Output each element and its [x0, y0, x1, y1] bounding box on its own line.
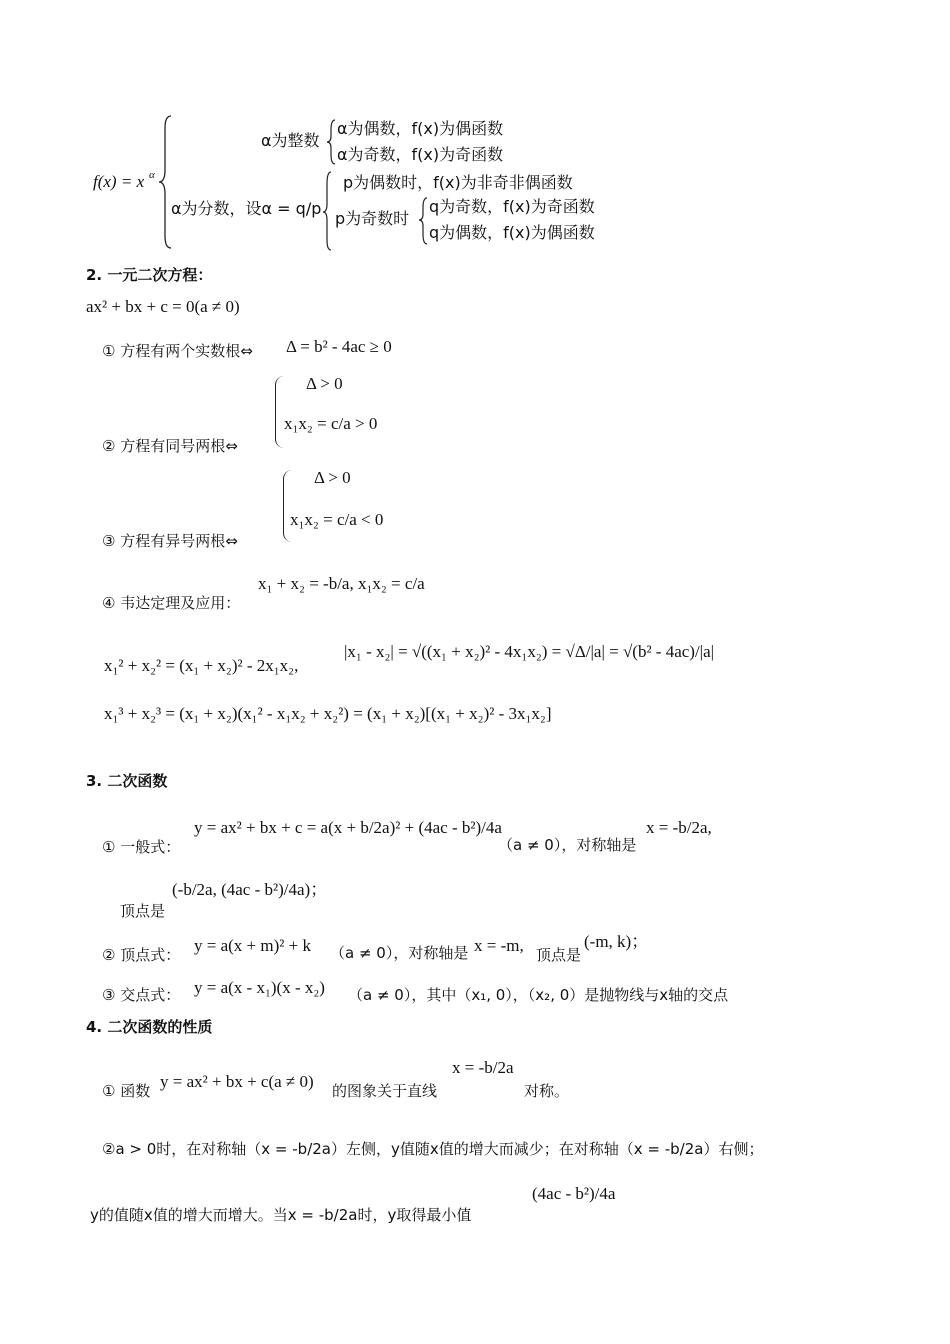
pf-p-odd-brace	[419, 198, 427, 244]
pf-p-odd: p为奇数时	[335, 209, 410, 228]
general-form-label: ① 一般式：	[102, 838, 181, 856]
symmetry-prefix: ① 函数	[102, 1082, 151, 1100]
vertex-label: 顶点是	[120, 902, 166, 920]
vertex-form-vertex-label: 顶点是	[536, 946, 582, 964]
same-sign-brace	[275, 376, 284, 448]
intercept-form-condition: （a ≠ 0），其中（x₁, 0），（x₂, 0）是抛物线与x轴的交点	[348, 986, 729, 1004]
minimum-value: (4ac - b²)/4a	[532, 1184, 616, 1203]
vertex-form-expression: y = a(x + m)² + k	[194, 936, 311, 955]
same-sign-delta: Δ > 0	[306, 374, 343, 393]
section-2-heading: 2. 一元二次方程：	[86, 266, 213, 284]
monotonicity-statement: ②a > 0时，在对称轴（x = -b/2a）左侧，y值随x值的增大而减少；在对称轴（x = -b/2a）右侧；	[102, 1140, 764, 1158]
pf-fraction-brace	[323, 172, 331, 250]
item-same-sign-label: ② 方程有同号两根⇔	[102, 437, 238, 455]
pf-p-even: p为偶数时，f(x)为非奇非偶函数	[343, 173, 573, 192]
section-3-heading: 3. 二次函数	[86, 772, 168, 790]
opposite-sign-brace	[283, 470, 292, 542]
general-form-expression: y = ax² + bx + c = a(x + b/2a)² + (4ac - b²)/4a	[194, 818, 502, 837]
symmetry-function: y = ax² + bx + c(a ≠ 0)	[160, 1072, 314, 1091]
pf-integer-condition: α为整数	[261, 131, 320, 150]
vieta-formulas: x₁ + x₂ = -b/a, x₁x₂ = c/a	[258, 574, 425, 593]
item-opposite-sign-label: ③ 方程有异号两根⇔	[102, 532, 238, 550]
opposite-sign-product: x₁x₂ = c/a < 0	[290, 510, 384, 529]
pf-q-odd: q为奇数，f(x)为奇函数	[429, 197, 595, 216]
pf-integer-even: α为偶数，f(x)为偶函数	[337, 119, 504, 138]
item-two-real-roots-label: ① 方程有两个实数根⇔	[102, 342, 253, 360]
intercept-form-expression: y = a(x - x₁)(x - x₂)	[194, 978, 325, 997]
symmetry-suffix: 对称。	[524, 1082, 570, 1100]
quadratic-equation: ax² + bx + c = 0(a ≠ 0)	[86, 297, 240, 316]
section-4-heading: 4. 二次函数的性质	[86, 1018, 213, 1036]
vertex-form-condition: （a ≠ 0），对称轴是	[330, 944, 469, 962]
pf-main-brace	[159, 116, 171, 248]
monotonicity-continuation: y的值随x值的增大而增大。当x = -b/2a时，y取得最小值	[90, 1206, 472, 1224]
vertex-expression: (-b/2a, (4ac - b²)/4a)；	[172, 880, 328, 899]
sum-of-squares-identity: x₁² + x₂² = (x₁ + x₂)² - 2x₁x₂,	[104, 656, 299, 675]
symmetry-axis: x = -b/2a	[452, 1058, 514, 1077]
vertex-form-label: ② 顶点式：	[102, 946, 181, 964]
same-sign-product: x₁x₂ = c/a > 0	[284, 414, 378, 433]
symmetry-mid: 的图象关于直线	[332, 1082, 438, 1100]
discriminant-condition: Δ = b² - 4ac ≥ 0	[286, 337, 392, 356]
general-form-axis: x = -b/2a,	[646, 818, 712, 837]
root-difference-identity: |x₁ - x₂| = √((x₁ + x₂)² - 4x₁x₂) = √Δ/|a| = √(b² - 4ac)/|a|	[344, 642, 715, 661]
power-function-diagram	[85, 112, 645, 257]
pf-fraction-condition: α为分数，设α = q/p	[171, 199, 322, 218]
sum-of-cubes-identity: x₁³ + x₂³ = (x₁ + x₂)(x₁² - x₁x₂ + x₂²) = (x₁ + x₂)[(x₁ + x₂)² - 3x₁x₂]	[104, 704, 552, 723]
vertex-form-vertex: (-m, k)；	[584, 932, 649, 951]
item-vieta-label: ④ 韦达定理及应用：	[102, 594, 241, 612]
pf-exponent: α	[149, 169, 155, 181]
pf-lhs: f(x) = x	[93, 172, 145, 191]
pf-integer-brace	[327, 120, 335, 164]
general-form-condition: （a ≠ 0），对称轴是	[498, 836, 637, 854]
pf-q-even: q为偶数，f(x)为偶函数	[429, 223, 595, 242]
intercept-form-label: ③ 交点式：	[102, 986, 181, 1004]
opposite-sign-delta: Δ > 0	[314, 468, 351, 487]
vertex-form-axis: x = -m,	[474, 936, 524, 955]
pf-integer-odd: α为奇数，f(x)为奇函数	[337, 145, 504, 164]
